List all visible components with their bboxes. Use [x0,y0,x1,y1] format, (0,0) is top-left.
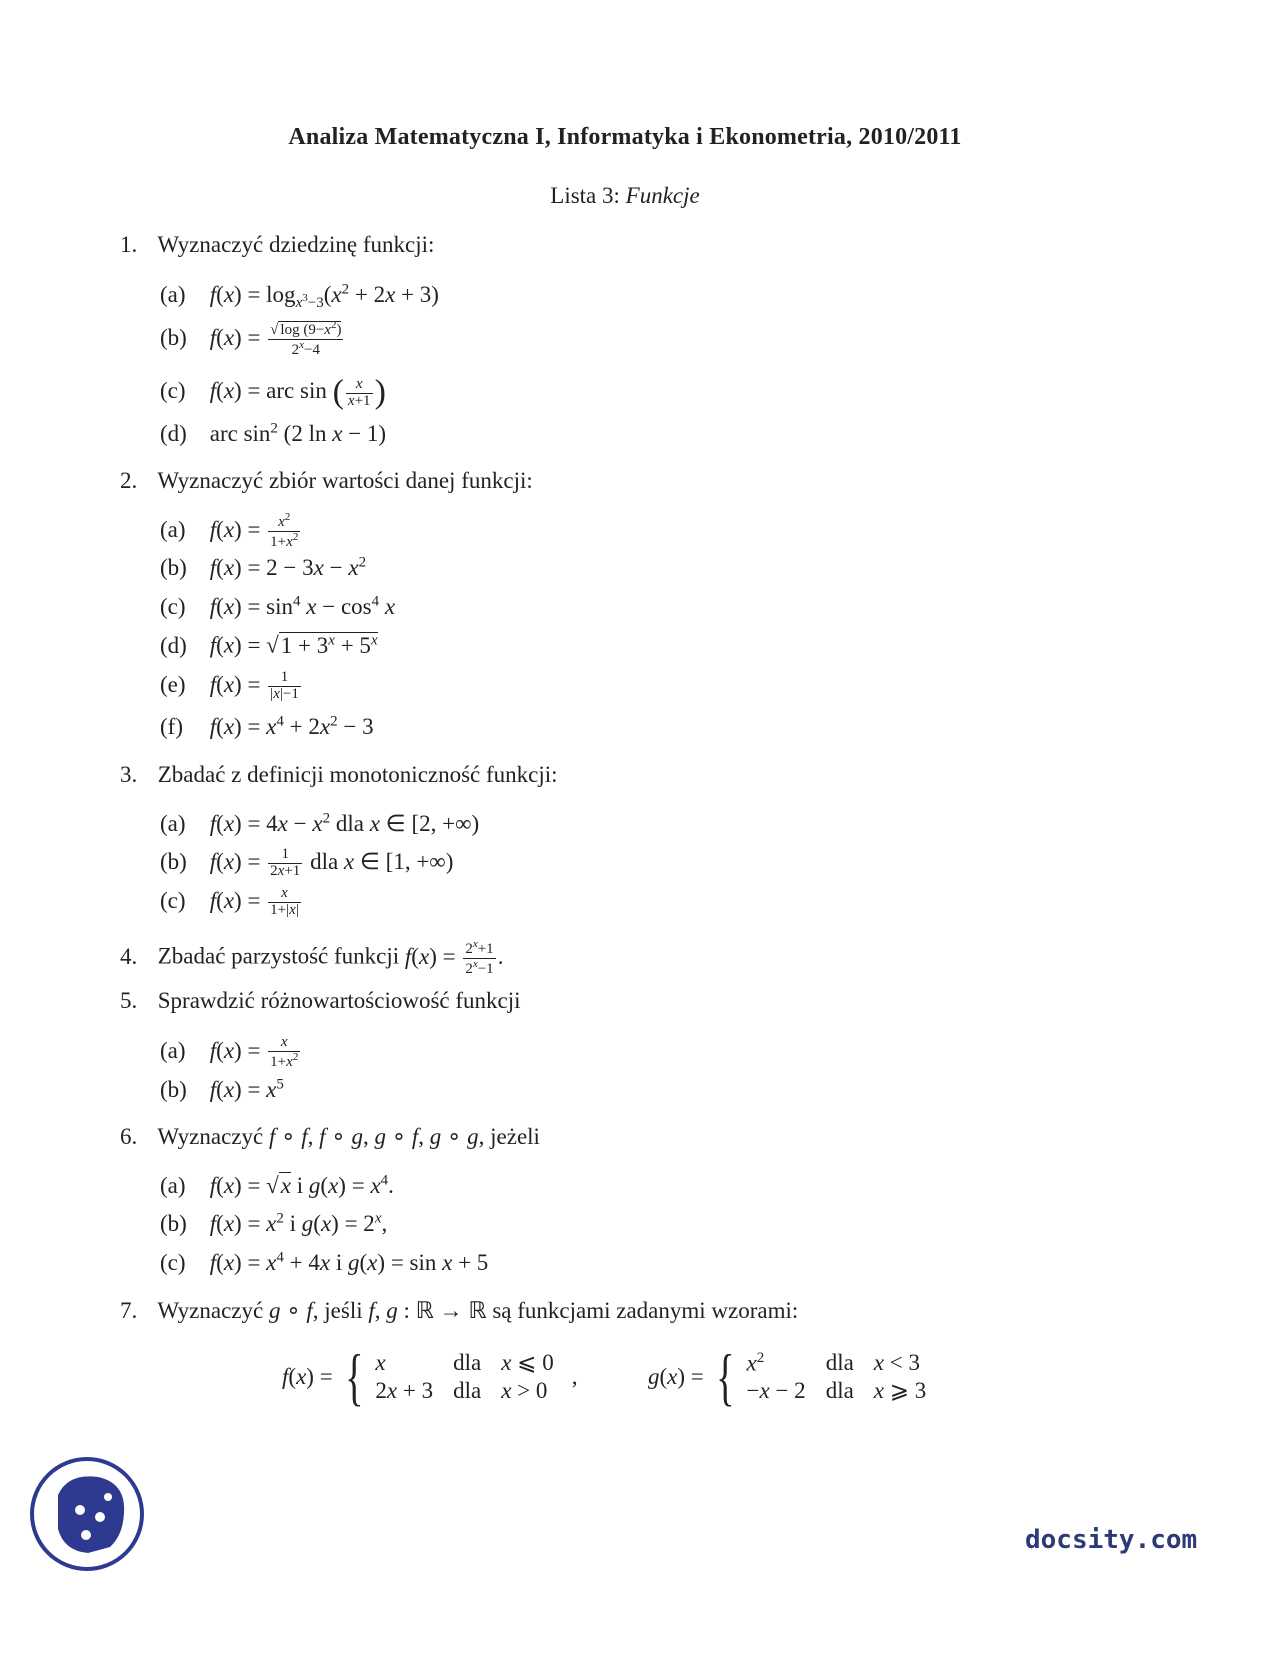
item-label: (c) [160,1249,186,1275]
problem-6-item-b [160,1210,387,1237]
formula: $f(x) = \sin^4 x - \cos^4 x$ [209,593,396,619]
item-label: (b) [160,848,187,874]
word-dla: dla [335,810,364,836]
formula: $f(x) = x^4 + 2x^2 - 3$ [209,713,374,739]
word-jesli: jeśli [324,1298,363,1323]
item-label: (a) [160,1172,186,1198]
problem-1-item-b [160,320,345,359]
item-label: (e) [160,671,186,697]
formula: $f(x) = 2 - 3x - x^2$ [209,554,367,580]
formula: f(x) = $\frac{2^x+1}{2^x-1}$ . [404,938,504,977]
docsity-watermark[interactable]: docsity.com [1025,1525,1198,1555]
problem-5-item-a [160,1035,302,1071]
formula: f(x) = arc sin ( $\frac{x}{x+1}$ ) [209,374,386,411]
problem-6 [120,1124,540,1150]
problem-number: 4. [120,943,138,969]
problem-number: 1. [120,232,138,257]
problem-1-item-a [160,281,439,312]
problem-2 [120,468,533,494]
item-label: (b) [160,324,187,350]
word-i: i [296,1172,304,1198]
word-dla: dla [453,1350,482,1375]
problem-1-item-c [160,374,386,412]
formula: f(x) = √x i $g(x) = x^4$. [209,1172,394,1198]
item-label: (b) [160,1076,187,1102]
problem-text: Wyznaczyć [157,1298,264,1323]
piecewise-g: g(x) = { $x^2$ dla x < 3 −x − 2 dla x ⩾ 3 [648,1341,927,1412]
problem-7 [120,1298,798,1324]
problem-number: 2. [120,468,138,493]
item-label: (a) [160,516,186,542]
problem-text: Wyznaczyć dziedzinę funkcji: [157,232,435,257]
formula: f(x) = $\frac{x^2}{1+x^2}$ [209,511,299,550]
formula: f(x) = $\frac{1}{|x|-1}$ [209,669,299,702]
problem-text: Wyznaczyć [157,1124,264,1149]
formula: f(x) = $\frac{x}{1+|x|}$ [209,885,299,918]
problem-2-item-d [160,632,378,659]
word-dla: dla [310,848,339,874]
word-jezeli: jeżeli [490,1124,540,1149]
page-subtitle [0,183,1250,209]
problem-number: 6. [120,1124,138,1149]
formula: g ∘ f, [268,1298,325,1323]
problem-text: Zbadać parzystość funkcji [157,943,400,969]
problem-2-item-c [160,593,395,620]
formula: f(x) = $\frac{√ \log (9-x^2)}{2^x-4}$ [209,319,342,358]
page-title: Analiza Matematyczna I, Informatyka i Ekonometria, 2010/2011 [288,124,962,150]
problem-number: 7. [120,1298,138,1323]
subtitle-prefix: Lista 3: [550,183,626,208]
problem-2-item-b [160,554,366,581]
item-label: (d) [160,632,187,658]
formula: $f(x) = 4x - x^2$ dla x ∈ [2, +∞) [209,810,480,836]
formula: $f(x) = x^4 + 4x$ i g(x) = sin x + 5 [209,1249,489,1275]
formula: f(x) = $\frac{x}{1+x^2}$ [209,1034,299,1070]
formula: $f(x) = √1 + 3^x + 5^x$ [209,632,378,658]
problem-5 [120,988,521,1014]
problem-2-item-e [160,670,303,703]
item-label: (b) [160,1210,187,1236]
subtitle-topic: Funkcje [625,183,700,208]
word-dla: dla [453,1378,482,1403]
problem-number: 5. [120,988,138,1013]
problem-number: 3. [120,762,138,787]
item-label: (c) [160,378,186,404]
docsity-logo-icon [28,1455,146,1573]
word-dla: dla [825,1378,854,1404]
problem-5-item-b [160,1076,284,1103]
formula: arc $\sin^2 (2$ ln x − 1) [209,420,387,446]
formula: $f(x) = x^5$ [209,1076,284,1102]
item-label: (c) [160,593,186,619]
item-label: (c) [160,887,186,913]
problem-6-item-c [160,1249,488,1276]
problem-3-item-b [160,847,453,880]
problem-1-item-d [160,420,386,447]
item-label: (d) [160,420,187,446]
problem-6-item-a [160,1172,394,1199]
piecewise-f: f(x) = { x dla x ⩽ 0 2x + 3 dla x > 0 , [282,1341,578,1412]
problem-text: Sprawdzić różnowartościowość funkcji [157,988,521,1013]
problem-2-item-f [160,713,374,740]
problem-3-item-a [160,810,479,837]
problem-4 [120,939,503,978]
problem-text: Zbadać z definicji monotoniczność funkcji: [157,762,558,787]
formula: f(x) = $\frac{1}{2x+1}$ dla x ∈ [1, +∞) [209,846,454,879]
formula: $f(x) = \log_{x^3-3}(x^2 + 2x + 3)$ [209,281,439,312]
problem-3 [120,762,558,788]
item-label: (a) [160,1038,186,1064]
formula: $f(x) = x^2$ i $g(x) = 2^x$, [209,1210,388,1236]
word-i: i [289,1210,297,1236]
item-label: (b) [160,554,187,580]
problem-text: Wyznaczyć zbiór wartości danej funkcji: [157,468,533,493]
formula: f ∘ f, f ∘ g, g ∘ f, g ∘ g, [268,1124,491,1149]
word-i: i [335,1249,343,1275]
formula: f, g : ℝ → ℝ [368,1298,493,1323]
item-label: (a) [160,281,186,307]
word-dla: dla [825,1349,854,1375]
item-label: (a) [160,810,186,836]
problem-1 [120,232,434,258]
word-sa-funkcjami: są funkcjami zadanymi wzorami: [492,1298,799,1323]
item-label: (f) [160,713,183,739]
problem-2-item-a [160,512,302,551]
problem-3-item-c [160,886,303,919]
